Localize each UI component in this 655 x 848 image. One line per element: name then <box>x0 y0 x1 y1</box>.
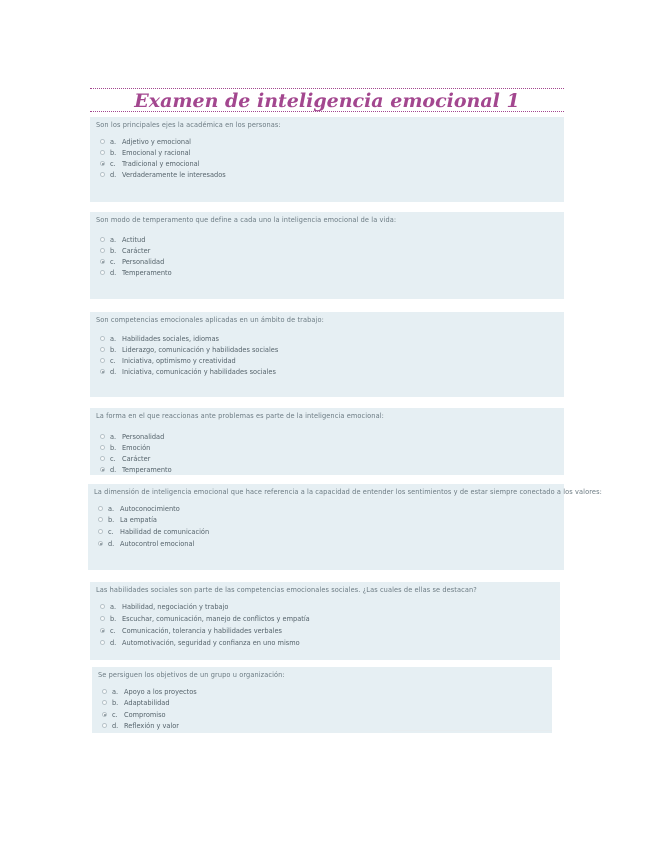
radio-button[interactable] <box>100 237 105 242</box>
option-a[interactable]: a. Personalidad <box>100 432 164 441</box>
option-label: Habilidades sociales, idiomas <box>122 334 219 343</box>
option-label: Compromiso <box>124 710 166 719</box>
option-label: Personalidad <box>122 257 165 266</box>
option-label: Tradicional y emocional <box>122 159 200 168</box>
option-label: Iniciativa, comunicación y habilidades sociales <box>122 367 276 376</box>
option-label: Apoyo a los proyectos <box>124 687 197 696</box>
option-c[interactable]: c. Habilidad de comunicación <box>98 527 209 536</box>
option-a[interactable]: a. Habilidad, negociación y trabajo <box>100 602 228 611</box>
option-c[interactable]: c. Tradicional y emocional <box>100 159 200 168</box>
option-label: Adaptabilidad <box>124 698 170 707</box>
title-dotted-rule <box>90 111 564 112</box>
option-label: Habilidad, negociación y trabajo <box>122 602 229 611</box>
option-label: Reflexión y valor <box>124 721 179 730</box>
radio-button-selected[interactable] <box>100 628 105 633</box>
radio-button[interactable] <box>100 336 105 341</box>
question-text: La forma en el que reaccionas ante problemas es parte de la inteligencia emocional: <box>96 412 384 420</box>
option-label: Liderazgo, comunicación y habilidades sociales <box>122 345 279 354</box>
radio-button[interactable] <box>100 358 105 363</box>
option-label: Carácter <box>122 454 151 463</box>
option-label: Adjetivo y emocional <box>122 137 191 146</box>
radio-button[interactable] <box>100 456 105 461</box>
option-label: Comunicación, tolerancia y habilidades verbales <box>122 626 282 635</box>
radio-button-selected[interactable] <box>98 541 103 546</box>
radio-button[interactable] <box>98 517 103 522</box>
radio-button[interactable] <box>100 172 105 177</box>
option-label: Personalidad <box>122 432 165 441</box>
radio-button[interactable] <box>98 529 103 534</box>
radio-button[interactable] <box>98 506 103 511</box>
question-card-3 <box>90 312 564 397</box>
radio-button-selected[interactable] <box>100 467 105 472</box>
option-b[interactable]: b. Emocional y racional <box>100 148 191 157</box>
radio-button[interactable] <box>102 723 107 728</box>
radio-button[interactable] <box>100 604 105 609</box>
option-c[interactable]: c. Iniciativa, optimismo y creatividad <box>100 356 236 365</box>
option-c[interactable]: c. Personalidad <box>100 257 164 266</box>
radio-button[interactable] <box>100 139 105 144</box>
option-b[interactable]: b. Escuchar, comunicación, manejo de conflictos y empatía <box>100 614 310 623</box>
question-text: La dimensión de inteligencia emocional que hace referencia a la capacidad de entender los sentimientos y de estar siempre conectado a los valores: <box>94 488 602 496</box>
option-d[interactable]: d. Autocontrol emocional <box>98 539 194 548</box>
radio-button-selected[interactable] <box>100 161 105 166</box>
radio-button[interactable] <box>102 700 107 705</box>
option-label: Emoción <box>122 443 151 452</box>
option-b[interactable]: b. Carácter <box>100 246 150 255</box>
option-d[interactable]: d. Verdaderamente le interesados <box>100 170 226 179</box>
question-card-2 <box>90 212 564 299</box>
question-text: Son competencias emocionales aplicadas en un ámbito de trabajo: <box>96 316 324 324</box>
option-label: Automotivación, seguridad y confianza en uno mismo <box>122 638 300 647</box>
option-label: La empatía <box>120 515 157 524</box>
radio-button[interactable] <box>100 347 105 352</box>
radio-button[interactable] <box>100 616 105 621</box>
question-text: Son modo de temperamento que define a cada uno la inteligencia emocional de la vida: <box>96 216 397 224</box>
radio-button[interactable] <box>100 640 105 645</box>
radio-button[interactable] <box>100 434 105 439</box>
radio-button[interactable] <box>100 445 105 450</box>
radio-button[interactable] <box>100 270 105 275</box>
radio-button[interactable] <box>100 150 105 155</box>
option-b[interactable]: b. Emoción <box>100 443 150 452</box>
radio-button-selected[interactable] <box>100 369 105 374</box>
option-d[interactable]: d. Reflexión y valor <box>102 721 179 730</box>
option-label: Escuchar, comunicación, manejo de conflictos y empatía <box>122 614 310 623</box>
card-shadow-divider <box>392 730 552 731</box>
option-b[interactable]: b. La empatía <box>98 515 157 524</box>
question-card-6 <box>90 582 560 660</box>
option-label: Emocional y racional <box>122 148 191 157</box>
question-card-4 <box>90 408 564 475</box>
radio-button[interactable] <box>100 248 105 253</box>
page-title: Examen de inteligencia emocional 1 <box>134 90 520 112</box>
option-b[interactable]: b. Adaptabilidad <box>102 698 170 707</box>
option-label: Actitud <box>122 235 146 244</box>
option-d[interactable]: d. Automotivación, seguridad y confianza en uno mismo <box>100 638 300 647</box>
option-label: Temperamento <box>122 465 172 474</box>
top-dotted-rule <box>90 88 564 89</box>
option-label: Autocontrol emocional <box>120 539 195 548</box>
question-text: Se persiguen los objetivos de un grupo u organización: <box>98 671 285 679</box>
option-a[interactable]: a. Actitud <box>100 235 145 244</box>
question-card-5 <box>88 484 602 570</box>
option-label: Habilidad de comunicación <box>120 527 210 536</box>
option-b[interactable]: b. Liderazgo, comunicación y habilidades sociales <box>100 345 278 354</box>
radio-button-selected[interactable] <box>100 259 105 264</box>
question-card-1 <box>90 117 564 202</box>
option-label: Autoconocimiento <box>120 504 180 513</box>
option-a[interactable]: a. Habilidades sociales, idiomas <box>100 334 219 343</box>
option-d[interactable]: d. Iniciativa, comunicación y habilidades sociales <box>100 367 276 376</box>
question-text: Son los principales ejes la académica en los personas: <box>96 121 281 129</box>
option-c[interactable]: c. Comunicación, tolerancia y habilidades verbales <box>100 626 282 635</box>
option-a[interactable]: a. Apoyo a los proyectos <box>102 687 197 696</box>
option-label: Carácter <box>122 246 151 255</box>
option-a[interactable]: a. Adjetivo y emocional <box>100 137 191 146</box>
option-label: Verdaderamente le interesados <box>122 170 226 179</box>
option-label: Temperamento <box>122 268 172 277</box>
option-d[interactable]: d. Temperamento <box>100 268 172 277</box>
option-a[interactable]: a. Autoconocimiento <box>98 504 180 513</box>
option-d[interactable]: d. Temperamento <box>100 465 172 474</box>
question-card-7 <box>92 667 552 733</box>
radio-button-selected[interactable] <box>102 712 107 717</box>
option-c[interactable]: c. Compromiso <box>102 710 166 719</box>
radio-button[interactable] <box>102 689 107 694</box>
option-label: Iniciativa, optimismo y creatividad <box>122 356 236 365</box>
question-text: Las habilidades sociales son parte de las competencias emocionales sociales. ¿Las cuales de ellas se destacan? <box>96 586 477 594</box>
option-c[interactable]: c. Carácter <box>100 454 150 463</box>
